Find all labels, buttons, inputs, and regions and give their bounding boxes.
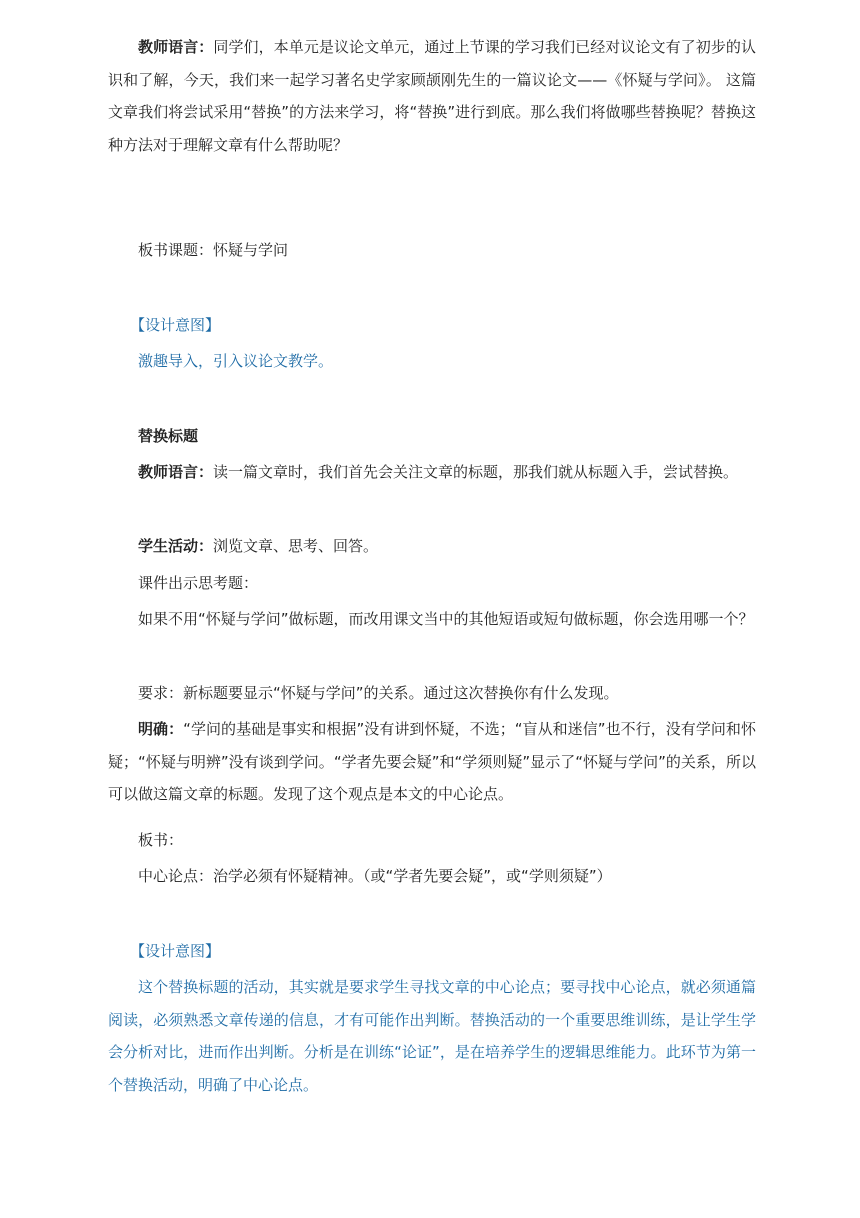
- student-activity-label: 学生活动：: [138, 537, 214, 555]
- clarify-label: 明确：: [138, 720, 184, 738]
- question-paragraph: 如果不用“怀疑与学问”做标题，而改用课文当中的其他短语或短句做标题，你会选用哪一个？: [138, 610, 754, 628]
- section-heading: 替换标题: [138, 427, 199, 445]
- design-intent-title-2: 【设计意图】: [130, 942, 221, 960]
- teacher-language-label: 教师语言：: [138, 38, 214, 56]
- board-title: 板书课题：怀疑与学问: [138, 241, 289, 259]
- courseware-line: 课件出示思考题：: [138, 574, 259, 592]
- requirement-line: 要求：新标题要显示“怀疑与学问”的关系。通过这次替换你有什么发现。: [138, 684, 619, 702]
- clarify-text: “学问的基础是事实和根据”没有讲到怀疑，不选；“盲从和迷信”也不行，没有学问和怀疑；“怀疑与明辨”没有谈到学问。“学者先要会疑”和“学须则疑”显示了“怀疑与学问”的关系，所以可以做这篇文章的标题。发现了这个观点是本文的中心论点。: [108, 720, 756, 803]
- teacher-paragraph: [108, 456, 756, 489]
- design-intent-text-1: 激趣导入，引入议论文教学。: [138, 352, 334, 370]
- student-text: 浏览文章、思考、回答。: [213, 537, 379, 555]
- board-label: 板书：: [138, 831, 184, 849]
- student-paragraph: [108, 530, 756, 563]
- clarify-paragraph: [108, 713, 756, 811]
- intro-text: 同学们，本单元是议论文单元，通过上节课的学习我们已经对议论文有了初步的认识和了解，今天，我们来一起学习著名史学家顾颉刚先生的一篇议论文——《怀疑与学问》。 这篇文章我们将尝试采用“替换”的方法来学习，将“替换”进行到底。那么我们将做哪些替换呢？替换这种方法对于理解文章有什么帮助呢？: [108, 38, 756, 154]
- intro-paragraph: [108, 31, 756, 161]
- design-intent-title-1: 【设计意图】: [130, 316, 221, 334]
- teacher-language-label-2: 教师语言：: [138, 463, 214, 481]
- central-point-line: 中心论点：治学必须有怀疑精神。（或“学者先要会疑”，或“学则须疑”）: [138, 867, 612, 885]
- teacher-text: 读一篇文章时，我们首先会关注文章的标题，那我们就从标题入手，尝试替换。: [213, 463, 739, 481]
- design-intent-text-2: 这个替换标题的活动，其实就是要求学生寻找文章的中心论点；要寻找中心论点，就必须通篇阅读，必须熟悉文章传递的信息，才有可能作出判断。替换活动的一个重要思维训练，是让学生学会分析对比，进而作出判断。分析是在训练“论证”，是在培养学生的逻辑思维能力。此环节为第一个替换活动，明确了中心论点。: [108, 978, 756, 1094]
